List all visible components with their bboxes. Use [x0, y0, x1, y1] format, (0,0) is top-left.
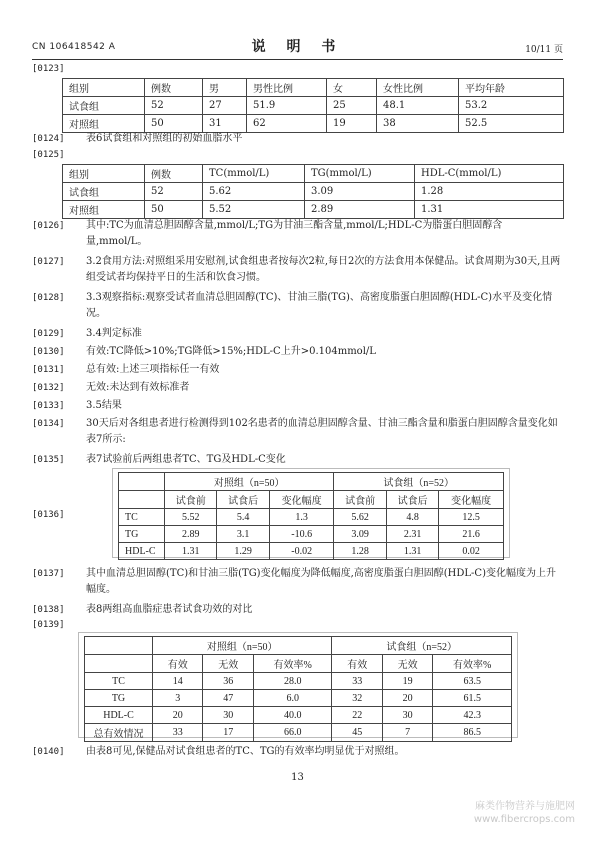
paragraph-text: 30天后对各组患者进行检测得到102名患者的血清总胆固醇含量、甘油三酯含量和脂蛋白胆固醇含量变化如表7所示: [86, 418, 558, 445]
table-header-cell: 变化幅度 [269, 491, 334, 509]
watermark-line: 麻类作物营养与施肥网 [475, 801, 575, 812]
table-header-cell: 组别 [63, 165, 145, 183]
table-cell: 对照组 [63, 115, 145, 133]
table-row [63, 201, 564, 219]
table-cell: 51.9 [247, 97, 327, 115]
page-info: 10/11 页 [525, 45, 563, 55]
table-cell: 32 [332, 690, 382, 707]
table-header-cell: 试食前 [334, 491, 386, 509]
group-header-control: 对照组（n=50） [165, 473, 334, 491]
watermark-line: www.fibercrops.com [473, 814, 575, 825]
lipid-change-table [118, 472, 504, 560]
row-label: TC [85, 673, 153, 690]
paragraph-number: [0132] [32, 383, 65, 393]
table-header-cell: 例数 [145, 79, 203, 97]
group-header-trial: 试食组（n=52） [332, 637, 512, 655]
watermark [474, 800, 575, 826]
table-cell: 试食组 [63, 97, 145, 115]
paragraph-0133 [32, 398, 563, 414]
table-cell: 42.3 [433, 707, 512, 724]
table-cell: 66.0 [253, 724, 332, 742]
table-cell: 2.89 [165, 526, 217, 543]
table-cell: 36 [203, 673, 253, 690]
paragraph-0126 [32, 218, 563, 250]
table-cell: 48.1 [377, 97, 459, 115]
publication-number: CN 106418542 A [32, 42, 116, 52]
paragraph-number: [0134] [32, 419, 65, 429]
table-cell: 5.62 [203, 183, 305, 201]
table-header-row [63, 79, 564, 97]
table-cell: 2.89 [305, 201, 415, 219]
table-cell: 30 [382, 707, 432, 724]
paragraph-number: [0123] [32, 64, 65, 74]
table-cell: 0.02 [439, 543, 504, 560]
paragraph-0137 [32, 566, 563, 598]
paragraph-text: 其中:TC为血清总胆固醇含量,mmol/L;TG为甘油三酯含量,mmol/L;HDL-C为脂蛋白胆固醇含量,mmol/L。 [86, 220, 503, 247]
paragraph-text: 其中血清总胆固醇(TC)和甘油三脂(TG)变化幅度为降低幅度,高密度脂蛋白胆固醇(HDL-C)变化幅度为上升幅度。 [86, 568, 556, 595]
table-cell: 21.6 [439, 526, 504, 543]
table-header-cell: TG(mmol/L) [305, 165, 415, 183]
paragraph-number: [0139] [32, 620, 65, 630]
table-cell: 20 [153, 707, 203, 724]
table-header-cell: 变化幅度 [439, 491, 504, 509]
table-header-cell: 试食前 [165, 491, 217, 509]
table-caption: 表6试食组和对照组的初始血脂水平 [86, 133, 243, 144]
table-cell: 7 [382, 724, 432, 742]
table-header-cell: 例数 [145, 165, 203, 183]
table-cell: 2.31 [386, 526, 438, 543]
table-row [119, 526, 504, 543]
paragraph-0132 [32, 380, 563, 396]
table-cell: 40.0 [253, 707, 332, 724]
table-header-cell: 平均年龄 [459, 79, 564, 97]
row-label: 总有效情况 [85, 724, 153, 742]
table-row [63, 115, 564, 133]
table-corner-cell [119, 473, 165, 491]
table-cell: 52.5 [459, 115, 564, 133]
table-header-cell: HDL-C(mmol/L) [415, 165, 564, 183]
table-cell: 86.5 [433, 724, 512, 742]
paragraph-0138 [32, 602, 563, 618]
table-cell: 63.5 [433, 673, 512, 690]
paragraph-number: [0127] [32, 257, 65, 267]
gender-age-table [62, 78, 564, 133]
table-cell: 20 [382, 690, 432, 707]
paragraph-0134 [32, 416, 563, 448]
paragraph-0131 [32, 362, 563, 378]
paragraph-0129 [32, 326, 563, 342]
table-cell: 52 [145, 97, 203, 115]
paragraph-0124 [32, 131, 563, 147]
table-cell: 对照组 [63, 201, 145, 219]
table-header-cell: TC(mmol/L) [203, 165, 305, 183]
paragraph-number: [0137] [32, 569, 65, 579]
table-row [119, 509, 504, 526]
table-row [85, 690, 512, 707]
table-cell: 1.31 [386, 543, 438, 560]
table-cell: 1.31 [165, 543, 217, 560]
paragraph-number: [0140] [32, 747, 65, 757]
table-cell: 试食组 [63, 183, 145, 201]
initial-lipid-table [62, 164, 564, 219]
table-cell: 5.62 [334, 509, 386, 526]
table-header-cell: 无效 [203, 655, 253, 673]
table-cell: 1.3 [269, 509, 334, 526]
table-cell: 33 [332, 673, 382, 690]
table-caption: 表8两组高血脂症患者试食功效的对比 [86, 604, 253, 615]
table-cell: 1.28 [415, 183, 564, 201]
table-cell: 28.0 [253, 673, 332, 690]
paragraph-number: [0131] [32, 365, 65, 375]
paragraph-0130 [32, 344, 563, 360]
table-cell: 33 [153, 724, 203, 742]
row-label: TC [119, 509, 165, 526]
paragraph-0135 [32, 452, 563, 468]
table-cell: 5.52 [203, 201, 305, 219]
paragraph-number: [0135] [32, 455, 65, 465]
table-header-cell: 无效 [382, 655, 432, 673]
table-cell: 30 [203, 707, 253, 724]
table-cell: 52 [145, 183, 203, 201]
paragraph-number: [0125] [32, 150, 65, 160]
table-cell: 4.8 [386, 509, 438, 526]
table-cell: 53.2 [459, 97, 564, 115]
table-header-cell: 组别 [63, 79, 145, 97]
table-cell: 3.1 [217, 526, 269, 543]
table-cell: 45 [332, 724, 382, 742]
table-cell: 25 [327, 97, 377, 115]
group-header-trial: 试食组（n=52） [334, 473, 504, 491]
table-header-cell: 有效率% [433, 655, 512, 673]
table-corner-cell [85, 655, 153, 673]
table-header-cell: 试食后 [386, 491, 438, 509]
table-header-cell: 女 [327, 79, 377, 97]
page-number: 13 [291, 772, 304, 783]
paragraph-text: 3.5结果 [86, 400, 122, 411]
table-header-cell: 有效 [153, 655, 203, 673]
table-cell: 22 [332, 707, 382, 724]
table-cell: 5.4 [217, 509, 269, 526]
paragraph-text: 总有效:上述三项指标任一有效 [86, 364, 220, 375]
table-cell: 19 [382, 673, 432, 690]
paragraph-0128 [32, 290, 563, 322]
paragraph-number: [0129] [32, 329, 65, 339]
table-cell: 19 [327, 115, 377, 133]
table-row [85, 707, 512, 724]
table-row [119, 543, 504, 560]
paragraph-number: [0133] [32, 401, 65, 411]
table-cell: -0.02 [269, 543, 334, 560]
table-header-cell: 有效 [332, 655, 382, 673]
row-label: TG [119, 526, 165, 543]
table-cell: 61.5 [433, 690, 512, 707]
table-header-cell: 试食后 [217, 491, 269, 509]
row-label: TG [85, 690, 153, 707]
table-cell: 62 [247, 115, 327, 133]
table-row [85, 673, 512, 690]
paragraph-text: 3.2食用方法:对照组采用安慰剂,试食组患者按每次2粒,每日2次的方法食用本保健品。试食周期为30天,且两组受试者均保持平日的生活和饮食习惯。 [86, 256, 561, 283]
table-cell: 47 [203, 690, 253, 707]
table-header-cell: 女性比例 [377, 79, 459, 97]
paragraph-0140 [32, 744, 563, 760]
table-row [63, 97, 564, 115]
table-cell: 1.29 [217, 543, 269, 560]
paragraph-text: 3.3观察指标:观察受试者血清总胆固醇(TC)、甘油三脂(TG)、高密度脂蛋白胆固醇(HDL-C)水平及变化情况。 [86, 292, 553, 319]
row-label: HDL-C [85, 707, 153, 724]
table-header-row [85, 637, 512, 655]
paragraph-number: [0128] [32, 293, 65, 303]
paragraph-text: 由表8可见,保健品对试食组患者的TC、TG的有效率均明显优于对照组。 [86, 746, 405, 757]
row-label: HDL-C [119, 543, 165, 560]
paragraph-number: [0126] [32, 221, 65, 231]
table-cell: 50 [145, 201, 203, 219]
table-header-cell: 男性比例 [247, 79, 327, 97]
paragraph-number: [0138] [32, 605, 65, 615]
table-header-cell: 有效率% [253, 655, 332, 673]
paragraph-text: 无效:未达到有效标准者 [86, 382, 190, 393]
table-cell: 1.28 [334, 543, 386, 560]
table-cell: -10.6 [269, 526, 334, 543]
paragraph-number: [0136] [32, 510, 65, 520]
table-cell: 27 [203, 97, 247, 115]
table-corner-cell [119, 491, 165, 509]
table-cell: 31 [203, 115, 247, 133]
table-cell: 5.52 [165, 509, 217, 526]
table-header-row [63, 165, 564, 183]
table-cell: 3.09 [305, 183, 415, 201]
table-row [85, 724, 512, 742]
page-header [32, 34, 563, 60]
table-header-row [119, 473, 504, 491]
table-cell: 38 [377, 115, 459, 133]
paragraph-text: 3.4判定标准 [86, 328, 142, 339]
table-corner-cell [85, 637, 153, 655]
table-cell: 6.0 [253, 690, 332, 707]
table-subheader-row [85, 655, 512, 673]
table-subheader-row [119, 491, 504, 509]
table-cell: 17 [203, 724, 253, 742]
paragraph-number: [0124] [32, 134, 65, 144]
document-title: 说 明 书 [251, 39, 344, 55]
table-cell: 3 [153, 690, 203, 707]
table-header-cell: 男 [203, 79, 247, 97]
paragraph-number: [0130] [32, 347, 65, 357]
group-header-control: 对照组（n=50） [153, 637, 332, 655]
table-caption: 表7试验前后两组患者TC、TG及HDL-C变化 [86, 454, 286, 465]
table-cell: 12.5 [439, 509, 504, 526]
table-row [63, 183, 564, 201]
efficacy-comparison-table [84, 636, 512, 742]
paragraph-text: 有效:TC降低>10%;TG降低>15%;HDL-C上升>0.104mmol/L [86, 346, 376, 357]
table-cell: 1.31 [415, 201, 564, 219]
table-cell: 3.09 [334, 526, 386, 543]
table-cell: 14 [153, 673, 203, 690]
paragraph-0127 [32, 254, 563, 286]
table-cell: 50 [145, 115, 203, 133]
